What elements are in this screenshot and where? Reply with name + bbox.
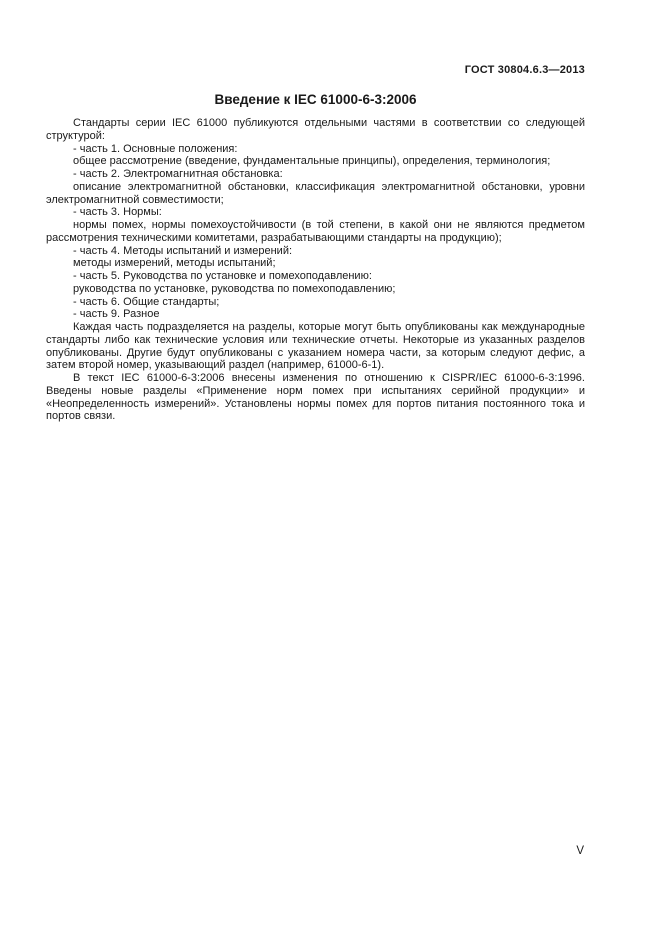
paragraph: В текст IEC 61000-6-3:2006 внесены изменения по отношению к CISPR/IEC 61000-6-3:1996. Введены новые разделы «Применение норм помех при испытаниях серийной продукции» и «Неопределенность измерений». Установлены нормы помех для портов питания постоянного тока и портов связи. bbox=[46, 372, 585, 423]
document-code: ГОСТ 30804.6.3—2013 bbox=[464, 64, 585, 76]
page-number: V bbox=[576, 845, 584, 857]
paragraph: - часть 5. Руководства по установке и помехоподавлению: bbox=[73, 270, 372, 282]
page-title: Введение к IEC 61000-6-3:2006 bbox=[214, 92, 417, 107]
paragraph: - часть 9. Разное bbox=[73, 308, 160, 321]
paragraph: - часть 2. Электромагнитная обстановка: bbox=[73, 168, 283, 180]
paragraph: нормы помех, нормы помехоустойчивости (в той степени, в какой они не являются предметом рассмотрения техническими комитетами, разрабатывающими стандарты на продукцию); bbox=[46, 219, 585, 244]
document-body bbox=[46, 117, 585, 423]
paragraph: Стандарты серии IEC 61000 публикуются отдельными частями в соответствии со следующей структурой: bbox=[46, 117, 585, 142]
paragraph: - часть 6. Общие стандарты; bbox=[73, 295, 220, 308]
paragraph: - часть 4. Методы испытаний и измерений: bbox=[73, 244, 293, 257]
paragraph: общее рассмотрение (введение, фундаментальные принципы), определения, терминология; bbox=[73, 155, 551, 168]
paragraph: описание электромагнитной обстановки, классификация электромагнитной обстановки, уровни электромагнитной совместимости; bbox=[46, 180, 585, 206]
paragraph: - часть 1. Основные положения: bbox=[73, 142, 238, 155]
paragraph: методы измерений, методы испытаний; bbox=[73, 257, 276, 270]
paragraph: - часть 3. Нормы: bbox=[73, 206, 162, 219]
paragraph: руководства по установке, руководства по помехоподавлению; bbox=[73, 282, 396, 295]
paragraph: Каждая часть подразделяется на разделы, которые могут быть опубликованы как международные стандарты либо как технические условия или технические отчеты. Некоторые из указанных разделов опубликованы. Другие будут опубликованы с указанием номера части, за которым следуют дефис, а затем второй номер, указывающий раздел (например, 61000-6-1). bbox=[46, 321, 585, 372]
